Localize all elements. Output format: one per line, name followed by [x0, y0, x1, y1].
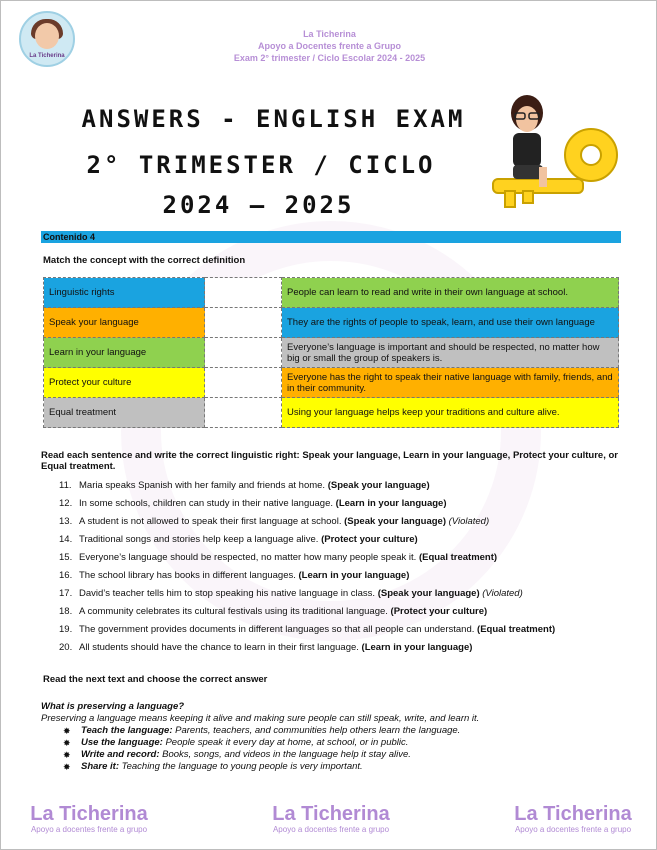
- sentence-number: 20.: [59, 642, 73, 653]
- concept-cell: Speak your language: [44, 308, 205, 338]
- sentence-answer: (Speak your language): [377, 588, 480, 599]
- sentence-item: [59, 513, 555, 531]
- sentence-number: 15.: [59, 552, 73, 563]
- sentence-item: [59, 585, 555, 603]
- sentence-list: [59, 477, 555, 657]
- sentences-instruction: Read each sentence and write the correct linguistic right: Speak your language, Learn in your language, Protect your culture, or Equal treatment.: [41, 450, 618, 472]
- reading-passage: [41, 701, 631, 773]
- match-row: [44, 278, 619, 308]
- bullet-term: Teach the language:: [81, 725, 173, 736]
- concept-cell: Equal treatment: [44, 398, 205, 428]
- sentence-answer: (Speak your language): [344, 516, 446, 527]
- sentence-item: [59, 567, 555, 585]
- sentence-item: [59, 495, 555, 513]
- sentence-number: 12.: [59, 498, 73, 509]
- logo-text: La Ticherina: [29, 53, 65, 59]
- match-blank-cell: [205, 398, 282, 428]
- concept-cell: Linguistic rights: [44, 278, 205, 308]
- definition-cell: Using your language helps keep your traditions and culture alive.: [282, 398, 619, 428]
- sentence-number: 16.: [59, 570, 73, 581]
- key-icon: [493, 129, 617, 207]
- sentence-text: The government provides documents in different languages so that all people can understand.: [79, 624, 475, 635]
- sentence-item: [59, 603, 555, 621]
- bullet-term: Use the language:: [81, 737, 163, 748]
- match-blank-cell: [205, 278, 282, 308]
- match-row: [44, 398, 619, 428]
- reading-bullets: [41, 725, 631, 773]
- sentence-answer: (Equal treatment): [418, 552, 498, 563]
- sentence-item: [59, 639, 555, 657]
- sentence-item: [59, 477, 555, 495]
- sentence-answer: (Protect your culture): [390, 606, 488, 617]
- title-line1: ANSWERS - ENGLISH EXAM: [81, 105, 466, 133]
- definition-cell: People can learn to read and write in their own language at school.: [282, 278, 619, 308]
- sentence-number: 18.: [59, 606, 73, 617]
- definition-cell: Everyone has the right to speak their native language with family, friends, and in their community.: [282, 368, 619, 398]
- reading-bullet: [81, 761, 631, 773]
- sentence-text: A student is not allowed to speak their first language at school.: [79, 516, 342, 527]
- header-line2: Apoyo a Docentes frente a Grupo: [257, 41, 402, 51]
- header-line1: La Ticherina: [303, 29, 356, 39]
- reading-instruction: Read the next text and choose the correct answer: [43, 674, 268, 685]
- footer-brand-right: [513, 803, 633, 835]
- footer-brand: La Ticherina: [272, 803, 390, 825]
- reading-heading: What is preserving a language?: [41, 701, 185, 712]
- sentence-text: The school library has books in different languages.: [79, 570, 296, 581]
- sentence-number: 17.: [59, 588, 73, 599]
- sentence-item: [59, 531, 555, 549]
- sentence-text: In some schools, children can study in their native language.: [79, 498, 334, 509]
- sentence-answer: (Learn in your language): [361, 642, 473, 653]
- footer-tagline: Apoyo a docentes frente a grupo: [30, 825, 148, 834]
- sentence-text: A community celebrates its cultural festivals using its traditional language.: [79, 606, 388, 617]
- sentence-answer: (Protect your culture): [321, 534, 418, 545]
- footer-brand: La Ticherina: [30, 803, 148, 825]
- sentence-answer: (Speak your language): [327, 480, 430, 491]
- bullet-text: Teaching the language to young people is very important.: [121, 761, 363, 772]
- concept-cell: Learn in your language: [44, 338, 205, 368]
- bullet-text: People speak it every day at home, at school, or in public.: [165, 737, 409, 748]
- match-row: [44, 308, 619, 338]
- match-blank-cell: [205, 368, 282, 398]
- match-table: [43, 277, 619, 428]
- bullet-text: Books, songs, and videos in the language help it stay alive.: [162, 749, 411, 760]
- sentence-text: Maria speaks Spanish with her family and friends at home.: [79, 480, 326, 491]
- reading-intro: Preserving a language means keeping it alive and making sure people can still speak, write, and learn it.: [41, 713, 480, 724]
- sentence-item: [59, 549, 555, 567]
- title-line2: 2° TRIMESTER / CICLO: [86, 151, 436, 179]
- definition-cell: Everyone’s language is important and should be respected, no matter how big or small the group of speakers is.: [282, 338, 619, 368]
- bullet-text: Parents, teachers, and communities help others learn the language.: [175, 725, 461, 736]
- reading-bullet: [81, 725, 631, 737]
- page-header: [1, 28, 657, 64]
- person-icon: [511, 95, 547, 187]
- sentence-text: David’s teacher tells him to stop speaking his native language in class.: [79, 588, 376, 599]
- match-blank-cell: [205, 338, 282, 368]
- bullet-term: Write and record:: [81, 749, 160, 760]
- match-blank-cell: [205, 308, 282, 338]
- definition-cell: They are the rights of people to speak, learn, and use their own language: [282, 308, 619, 338]
- teacher-avatar-illustration: [483, 89, 623, 219]
- match-instruction: Match the concept with the correct definition: [43, 255, 246, 266]
- footer-tagline: Apoyo a docentes frente a grupo: [272, 825, 390, 834]
- reading-bullet: [81, 737, 631, 749]
- sentence-answer: (Learn in your language): [335, 498, 447, 509]
- sentence-note: (Violated): [448, 516, 490, 527]
- title-line3: 2024 – 2025: [162, 191, 355, 219]
- match-row: [44, 368, 619, 398]
- reading-bullet: [81, 749, 631, 761]
- sentence-number: 14.: [59, 534, 73, 545]
- footer-brand-left: [29, 803, 149, 835]
- header-line3: Exam 2° trimester / Ciclo Escolar 2024 - 2025: [233, 53, 426, 63]
- sentence-text: All students should have the chance to learn in their first language.: [79, 642, 359, 653]
- sentence-text: Everyone’s language should be respected, no matter how many people speak it.: [79, 552, 417, 563]
- sentence-answer: (Learn in your language): [298, 570, 410, 581]
- content-bar: Contenido 4: [41, 231, 621, 243]
- footer-brand-center: [271, 803, 391, 835]
- sentence-number: 19.: [59, 624, 73, 635]
- sentence-note: (Violated): [482, 588, 523, 599]
- sentence-item: [59, 621, 555, 639]
- footer-brand: La Ticherina: [514, 803, 632, 825]
- sentence-number: 11.: [59, 480, 72, 491]
- match-row: [44, 338, 619, 368]
- bullet-term: Share it:: [81, 761, 120, 772]
- footer-tagline: Apoyo a docentes frente a grupo: [514, 825, 632, 834]
- concept-cell: Protect your culture: [44, 368, 205, 398]
- sentence-text: Traditional songs and stories help keep a language alive.: [79, 534, 319, 545]
- sentence-answer: (Equal treatment): [477, 624, 556, 635]
- sentence-number: 13.: [59, 516, 73, 527]
